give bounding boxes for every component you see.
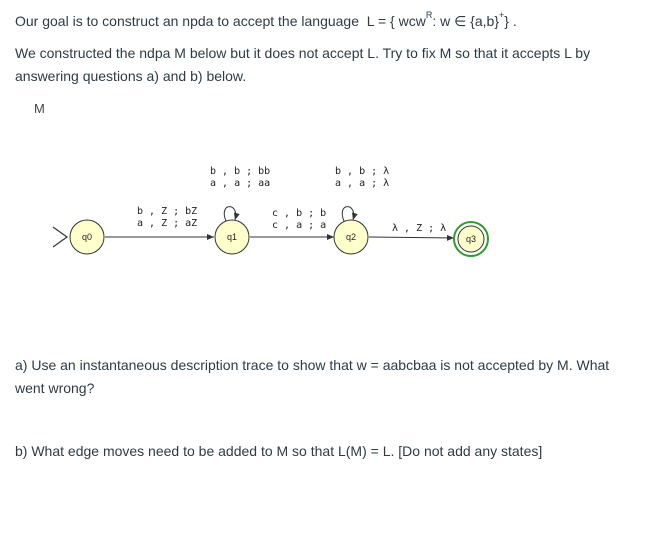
edge-label-q2-loop-1: b , b ; λ [335,166,390,177]
edge-label-q0-q1-2: a , Z ; aZ [137,218,198,229]
edge-q2-q3 [369,237,454,238]
start-arrow [53,227,67,247]
state-q0-label: q0 [81,232,93,242]
language-end: } . [504,13,517,29]
machine-label: M [34,101,45,116]
intro-prefix: Our goal is to construct an npda to accept the language [15,13,360,29]
edge-label-q0-q1-1: b , Z ; bZ [137,206,198,217]
state-q2-label: q2 [345,232,357,242]
constructed-text: We constructed the ndpa M below but it does not accept L. Try to fix M so that it accepts L by answering questions a) and b) below. [15,45,591,84]
edge-label-q1-loop-1: b , b ; bb [210,166,271,177]
state-q3 [454,222,488,256]
loop-q1 [224,207,236,221]
edge-label-q2-q3: λ , Z ; λ [392,223,447,234]
plus-superscript: + [499,10,505,21]
state-q1 [215,220,249,254]
npda-state-diagram [0,140,650,290]
edge-label-q1-q2-1: c , b ; b [272,208,327,219]
language-mid: : w ∈ {a,b} [432,13,499,29]
edge-label-q1-q2-2: c , a ; a [272,220,327,231]
question-b: b) What edge moves need to be added to M so that L(M) = L. [Do not add any states] [15,443,543,459]
edge-label-q2-loop-2: a , a ; λ [335,178,390,189]
intro-text [15,10,635,33]
edge-label-q1-loop-2: a , a ; aa [210,178,271,189]
reverse-superscript: R [425,10,433,21]
state-q1-label: q1 [226,232,238,242]
state-q0 [70,220,104,254]
language-start: L = { wcw [366,13,426,29]
state-q3-label: q3 [465,234,477,244]
language-definition [366,10,517,29]
loop-q2 [342,207,354,221]
question-a: a) Use an instantaneous description trace to show that w = aabcbaa is not accepted by M. What went wrong? [15,357,610,396]
state-q2 [334,220,368,254]
